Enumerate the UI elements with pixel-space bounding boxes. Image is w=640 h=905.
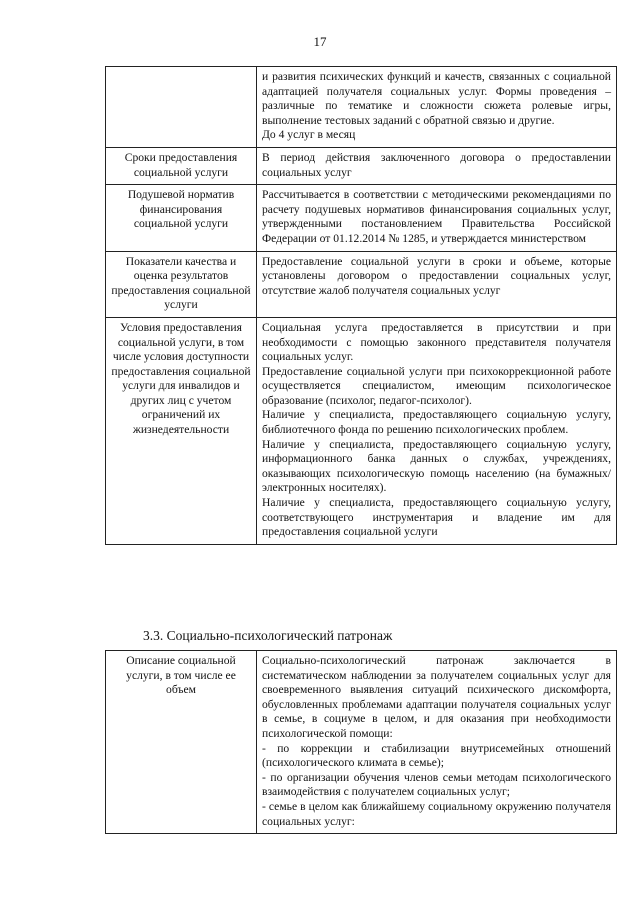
paragraph: - по коррекции и стабилизации внутрисемейных отношений (психологического климата в семье); [262, 741, 611, 770]
page-number: 17 [313, 34, 327, 49]
row-label: Сроки предоставления социальной услуги [106, 147, 257, 184]
row-content [257, 147, 617, 184]
table-row [106, 185, 617, 251]
row-content [257, 251, 617, 317]
paragraph: Социально-психологический патронаж заключается в систематическом наблюдении за получателем социальных услуг для своевременного выявления ситуаций психического дискомфорта, обусловленных проблемами адаптации получателя социальных услуг в семье, в социуме в целом, и для оказания при необходимости психологической помощи: [262, 654, 611, 740]
section-heading: 3.3. Социально-психологический патронаж [143, 628, 393, 643]
row-label: Подушевой норматив финансирования социальной услуги [106, 185, 257, 251]
row-content [257, 651, 617, 834]
paragraph: и развития психических функций и качеств, связанных с социальной адаптацией получателя социальных услуг. Формы проведения – различные по тематике и сложности сюжета ролевые игры, выполнение тестовых заданий с обратной связью и другие. [262, 70, 611, 127]
table-row [106, 251, 617, 317]
table-row [106, 67, 617, 148]
paragraph: Предоставление социальной услуги в сроки и объеме, которые установлены договором о предоставлении социальных услуг, отсутствие жалоб получателя социальных услуг [262, 254, 611, 297]
paragraph: Предоставление социальной услуги при психокоррекционной работе осуществляется специалистом, имеющим психологическое образование (психолог, педагог-психолог). [262, 364, 611, 407]
paragraph: Наличие у специалиста, предоставляющего социальную услугу, библиотечного фонда по решению психологических проблем. [262, 408, 611, 437]
row-content [257, 67, 617, 148]
row-label: Условия предоставления социальной услуги, в том числе условия доступности предоставления социальной услуги для инвалидов и других лиц с учетом ограничений их жизнедеятельности [106, 317, 257, 544]
paragraph: - по организации обучения членов семьи методам психологического взаимодействия с получателем социальных услуг; [262, 770, 611, 799]
row-content [257, 185, 617, 251]
paragraph: До 4 услуг в месяц [262, 128, 356, 142]
row-label: Описание социальной услуги, в том числе ее объем [106, 651, 257, 834]
row-label [106, 67, 257, 148]
paragraph: Наличие у специалиста, предоставляющего социальную услугу, соответствующего инструментария и владение им для предоставления социальной услуги [262, 496, 611, 539]
paragraph: Рассчитывается в соответствии с методическими рекомендациями по расчету подушевых нормативов финансирования социальных услуг, утвержденными постановлением Правительства Российской Федерации от 01.12.2014 № 1285, и утверждается министерством [262, 188, 611, 245]
paragraph: В период действия заключенного договора о предоставлении социальных услуг [262, 150, 611, 179]
row-content [257, 317, 617, 544]
table-row [106, 147, 617, 184]
service-table-continued [105, 66, 617, 545]
service-table-patronage [105, 650, 617, 834]
table-row [106, 317, 617, 544]
row-label: Показатели качества и оценка результатов предоставления социальной услуги [106, 251, 257, 317]
table-row [106, 651, 617, 834]
paragraph: Социальная услуга предоставляется в присутствии и при необходимости с помощью законного представителя получателя социальных услуг. [262, 320, 611, 364]
paragraph: Наличие у специалиста, предоставляющего социальную услугу, информационного банка данных о службах, учреждениях, оказывающих психологическую помощь населению (на бумажных/электронных носителях). [262, 437, 611, 495]
paragraph: - семье в целом как ближайшему социальному окружению получателя социальных услуг: [262, 799, 611, 828]
